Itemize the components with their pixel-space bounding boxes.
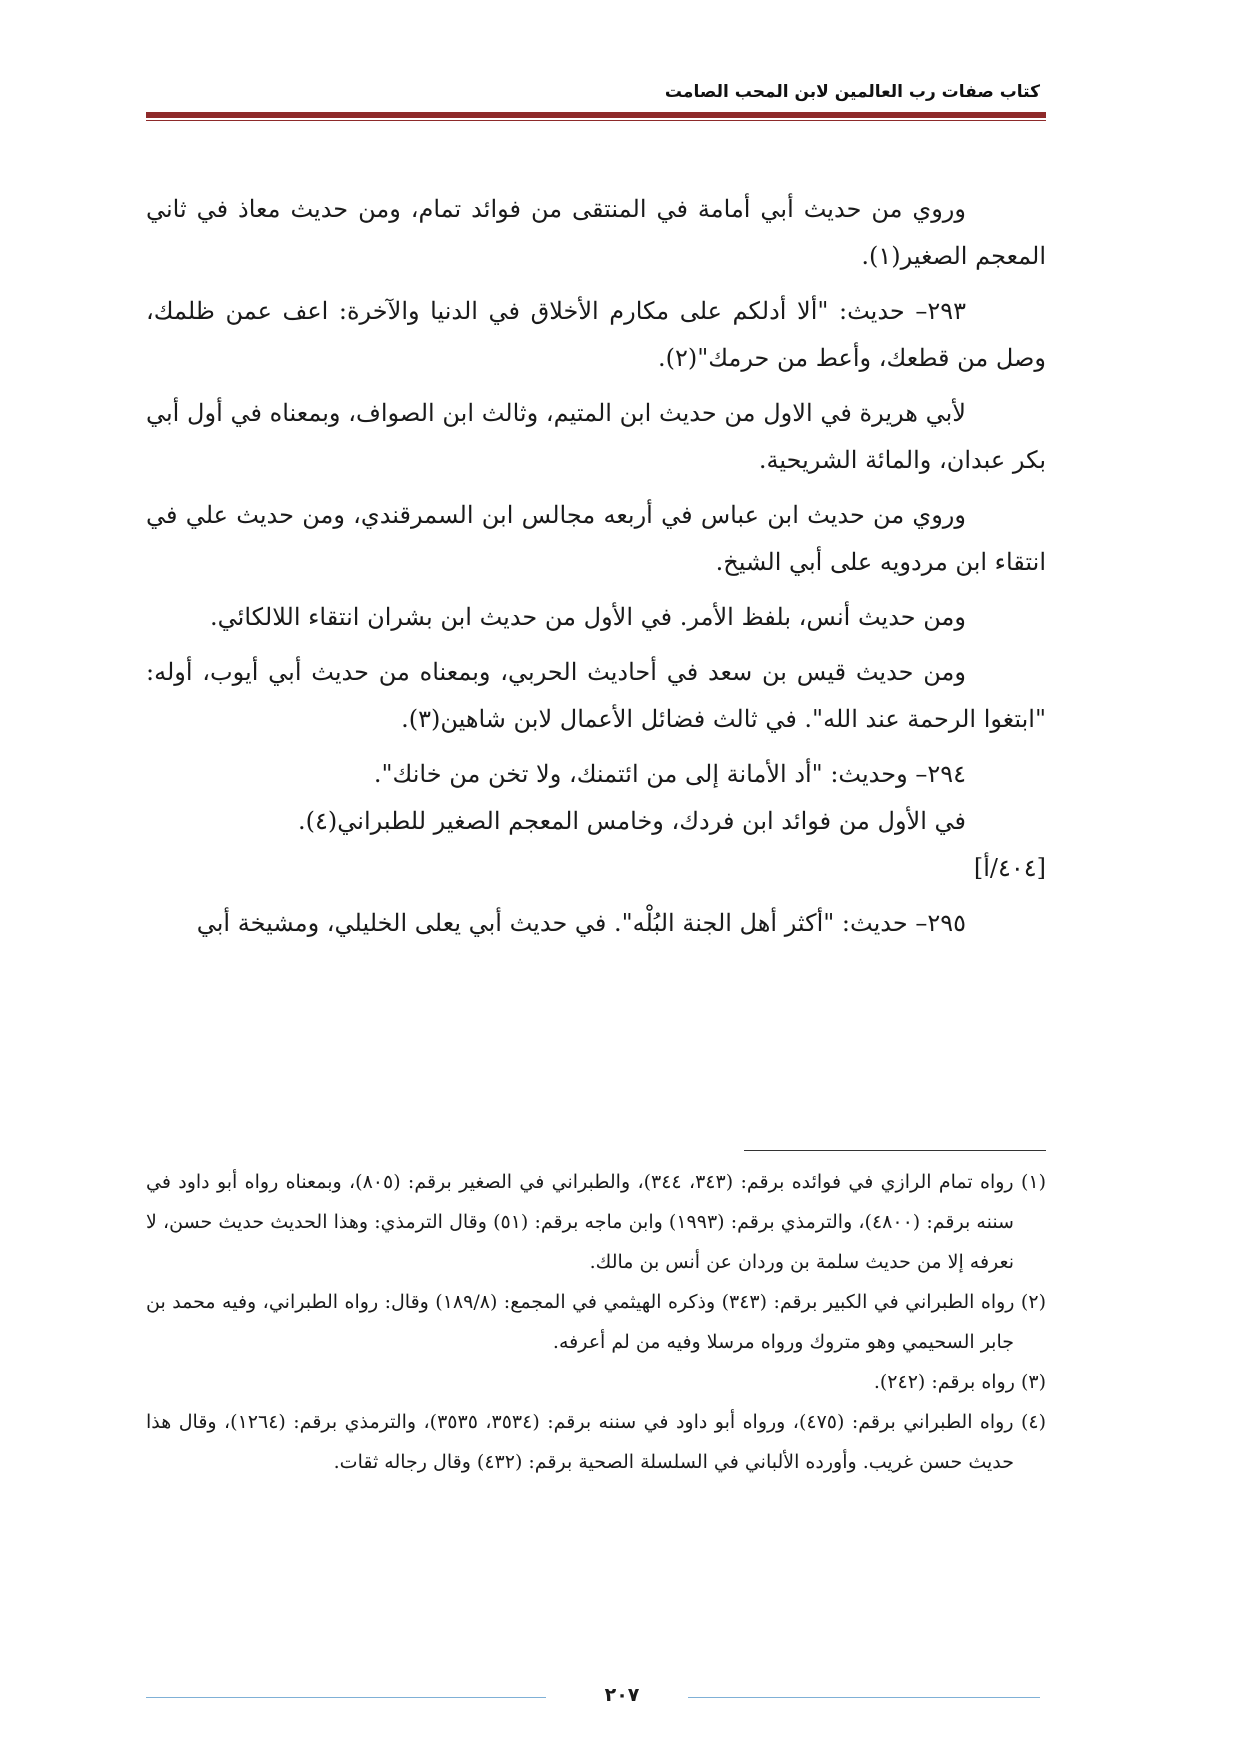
footnote-item: (٢) رواه الطبراني في الكبير برقم: (٣٤٣) وذكره الهيثمي في المجمع: (١٨٩/٨) وقال: رواه الطبراني، وفيه محمد بن جابر السحيمي وهو متروك ورواه مرسلا وفيه من لم أعرفه. (146, 1291, 1046, 1353)
footnotes-section (146, 1162, 1046, 1482)
footnote-item: (٤) رواه الطبراني برقم: (٤٧٥)، ورواه أبو داود في سننه برقم: (٣٥٣٤، ٣٥٣٥)، والترمذي برقم: (١٢٦٤)، وقال هذا حديث حسن غريب. وأورده الألباني في السلسلة الصحية برقم: (٤٣٢) وقال رجاله ثقات. (146, 1411, 1047, 1473)
manuscript-folio-marker: [٤٠٤/أ] (973, 854, 1046, 882)
paragraph-hadith-293: ٢٩٣– حديث: "ألا أدلكم على مكارم الأخلاق في الدنيا والآخرة: اعف عمن ظلمك، وصل من قطعك، وأعط من حرمك"(٢). (146, 297, 1046, 372)
footnote-item: (٣) رواه برقم: (٢٤٢). (873, 1371, 1046, 1393)
paragraph-hadith-294: ٢٩٤– وحديث: "أد الأمانة إلى من ائتمنك، ولا تخن من خانك". (373, 760, 966, 788)
header-rule (146, 112, 1046, 118)
paragraph: في الأول من فوائد ابن فردك، وخامس المعجم الصغير للطبراني(٤). (298, 807, 966, 835)
paragraph-hadith-295: ٢٩٥– حديث: "أكثر أهل الجنة البُلْه". في حديث أبي يعلى الخليلي، ومشيخة أبي (196, 909, 966, 937)
footnote-separator (744, 1150, 1046, 1151)
paragraph: لأبي هريرة في الاول من حديث ابن المتيم، وثالث ابن الصواف، وبمعناه في أول أبي بكر عبدان، والمائة الشريحية. (146, 399, 1046, 474)
footnote-item: (١) رواه تمام الرازي في فوائده برقم: (٣٤٣، ٣٤٤)، والطبراني في الصغير برقم: (٨٠٥)، وبمعناه رواه أبو داود في سننه برقم: (٤٨٠٠)، والترمذي برقم: (١٩٩٣) وابن ماجه برقم: (٥١) وقال الترمذي: وهذا الحديث حديث حسن، لا نعرفه إلا من حديث سلمة بن وردان عن أنس بن مالك. (146, 1171, 1046, 1273)
header-rule-thin (146, 120, 1046, 121)
running-header-title: كتاب صفات رب العالمين لابن المحب الصامت (664, 82, 1040, 102)
footer-rule-right (688, 1697, 1040, 1698)
main-text-body (146, 186, 1046, 955)
footer-rule-left (146, 1697, 546, 1698)
paragraph: ومن حديث أنس، بلفظ الأمر. في الأول من حديث ابن بشران انتقاء اللالكائي. (210, 603, 966, 631)
paragraph: وروي من حديث أبي أمامة في المنتقى من فوائد تمام، ومن حديث معاذ في ثاني المعجم الصغير(١). (146, 195, 1046, 270)
paragraph: ومن حديث قيس بن سعد في أحاديث الحربي، وبمعناه من حديث أبي أيوب، أوله: "ابتغوا الرحمة عند الله". في ثالث فضائل الأعمال لابن شاهين(٣). (146, 658, 1046, 733)
page-number: ٢٠٧ (604, 1684, 640, 1706)
paragraph: وروي من حديث ابن عباس في أربعه مجالس ابن السمرقندي، ومن حديث علي في انتقاء ابن مردويه على أبي الشيخ. (146, 501, 1046, 576)
